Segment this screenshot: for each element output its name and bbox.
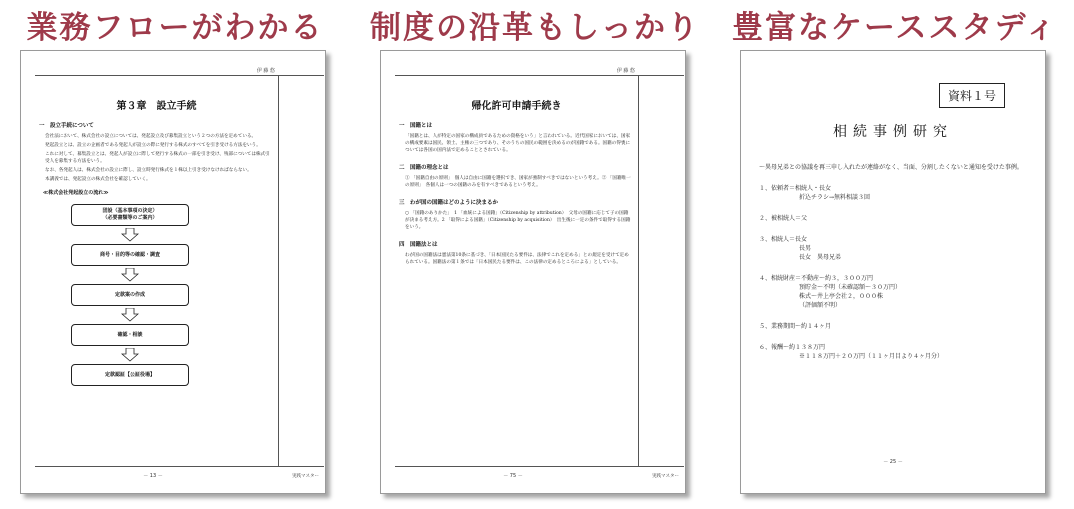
case-item-line: ※１１８万円＋２０万円（１１ヶ月目より４ヶ月分） bbox=[799, 353, 944, 360]
paragraph: これに対して、募集設立とは、発起人が設立に際して発行する株式の一部を引き受け、残部については株式引受人を募集する方法をいう。 bbox=[45, 152, 270, 164]
page-body bbox=[741, 51, 1045, 493]
page-number: － 75 － bbox=[503, 473, 523, 479]
case-item-line: ２、被相続人＝父 bbox=[759, 215, 808, 222]
heading-case-study: 豊富なケーススタディ bbox=[732, 10, 1058, 46]
case-item bbox=[759, 184, 1035, 202]
heading-business-flow: 業務フローがわかる bbox=[26, 10, 324, 46]
flow-title: ≪株式会社発起設立の流れ≫ bbox=[43, 190, 109, 196]
arrow-down-icon bbox=[121, 348, 139, 362]
case-item bbox=[759, 274, 1035, 310]
flow-step bbox=[71, 284, 189, 306]
chapter-title: 第３章 設立手続 bbox=[116, 101, 197, 112]
panel-case-study bbox=[730, 0, 1060, 509]
case-item-line: 長男 bbox=[799, 245, 812, 252]
footer-label: 実践マスター bbox=[292, 474, 319, 479]
flow-step bbox=[71, 204, 189, 226]
arrow-down-icon bbox=[121, 268, 139, 282]
footer-label: 実践マスター bbox=[652, 474, 679, 479]
paragraph: ① 「国籍自由の原則」 個人は自由に国籍を選択でき、国家が強制すべきではないという考え。② 「国籍唯一の原則」 各個人は一つの国籍のみを有すべきであるという考え。 bbox=[405, 176, 631, 188]
flow-step-label: 確認・相談 bbox=[117, 331, 143, 338]
panel-business-flow bbox=[10, 0, 340, 509]
arrow-down-icon bbox=[121, 308, 139, 322]
case-item bbox=[759, 214, 1035, 223]
case-item-line: ５、業務期間～約１４ヶ月 bbox=[759, 323, 832, 330]
page-body bbox=[35, 75, 279, 467]
flow-step-label: 定款認証【公証役場】 bbox=[104, 371, 155, 378]
case-body bbox=[759, 163, 1035, 361]
paragraph: なお、各発起人は、株式会社の設立に際し、設立時発行株式を１株以上引き受けなければならない。 bbox=[45, 168, 252, 173]
case-item-line: １、依頼者＝相続人・長女 bbox=[759, 185, 832, 192]
case-item bbox=[759, 343, 1035, 361]
case-item-line: 株式～井上亭会社２，０００株 bbox=[799, 293, 884, 300]
paragraph: わが国の国籍法は憲法第10条に基づき、「日本国民たる要件は、法律でこれを定める」との規定を受けて定められている。国籍法の第１条では「日本国民たる要件は、この法律の定めるところによる」としている。 bbox=[405, 253, 629, 265]
paragraph: 発起設立とは、設立の企画者である発起人が設立の際に発行する株式のすべてを引き受ける方法をいう。 bbox=[45, 143, 261, 148]
case-title: 相続事例研究 bbox=[833, 124, 953, 140]
arrow-down-icon bbox=[121, 228, 139, 242]
case-intro: ～異母兄弟との協議を再三申し入れたが連絡がなく、当面、分割したくないと通知を受けた事例。 bbox=[759, 164, 1023, 171]
chapter-title: 帰化許可申請手続き bbox=[471, 101, 562, 112]
case-item-line: ６、報酬～約１３８万円 bbox=[759, 344, 826, 351]
section-heading: 一 国籍とは bbox=[399, 123, 433, 129]
flow-step-label: 商号・目的等の確認・調査 bbox=[99, 251, 160, 258]
flow-step-sublabel: （必要書類等のご案内） bbox=[102, 215, 158, 221]
case-item-line: 長女 異母兄弟 bbox=[799, 254, 842, 261]
case-item-line: 折込チラシ→無料相談３回 bbox=[799, 194, 871, 201]
author-name: 伊 藤 悠 bbox=[256, 68, 275, 74]
case-item bbox=[759, 322, 1035, 331]
case-item-line: ３、相続人＝長女 bbox=[759, 236, 808, 243]
page-number: － 25 － bbox=[883, 459, 903, 465]
section-heading: 二 国籍の理念とは bbox=[399, 165, 449, 171]
flow-step bbox=[71, 364, 189, 386]
paragraph: 本講義では、発起設立の株式会社を確認していく。 bbox=[45, 177, 151, 182]
flow-step bbox=[71, 244, 189, 266]
page-number: － 13 － bbox=[143, 473, 163, 479]
flow-step-label: 定款案の作成 bbox=[114, 291, 145, 298]
document-page-setup bbox=[20, 50, 326, 494]
flow-step bbox=[71, 324, 189, 346]
paragraph: ○ 「国籍のありかた」 1 「血統による国籍」（Citizenship by attribution） 父母の国籍に応じて子の国籍が決まる考え方。2 「取得による国籍」（Citizenship by acquisition） 出生後に一定の条件で取得する国籍をいう。 bbox=[405, 211, 631, 230]
author-name: 伊 藤 悠 bbox=[616, 68, 635, 74]
case-item-line: 預貯金～不明（未確認額～３０万円） bbox=[799, 284, 902, 291]
paragraph: 会社法において、株式会社の設立については、発起設立及び募集設立という２つの方法を定めている。 bbox=[45, 134, 257, 139]
case-item-line: ４、相続財産＝不動産～約３，３００万円 bbox=[759, 275, 874, 282]
case-item-line: （評価額不明） bbox=[799, 302, 842, 309]
flow-step-label: 団設（基本事項の決定） bbox=[102, 208, 158, 214]
case-item bbox=[759, 235, 1035, 262]
document-page-naturalization bbox=[380, 50, 686, 494]
page-body bbox=[395, 75, 639, 467]
paragraph: 「国籍とは、人が特定の国家の構成員であるための資格をいう」と言われている。近代国家においては、国家の構成要素は国民、領土、主権の三つであり、そのうちの国民の範囲を決めるのが国籍である。国籍の得喪については各国の国内法で定めることとされている。 bbox=[405, 134, 631, 153]
document-page-case bbox=[740, 50, 1046, 494]
section-heading: 三 わが国の国籍はどのように決まるか bbox=[399, 200, 499, 206]
section-heading: 一 設立手続について bbox=[39, 123, 94, 129]
heading-history: 制度の沿革もしっかり bbox=[370, 10, 700, 46]
panel-history bbox=[370, 0, 700, 509]
section-heading: 四 国籍法とは bbox=[399, 242, 438, 248]
material-label: 資料１号 bbox=[939, 83, 1005, 108]
